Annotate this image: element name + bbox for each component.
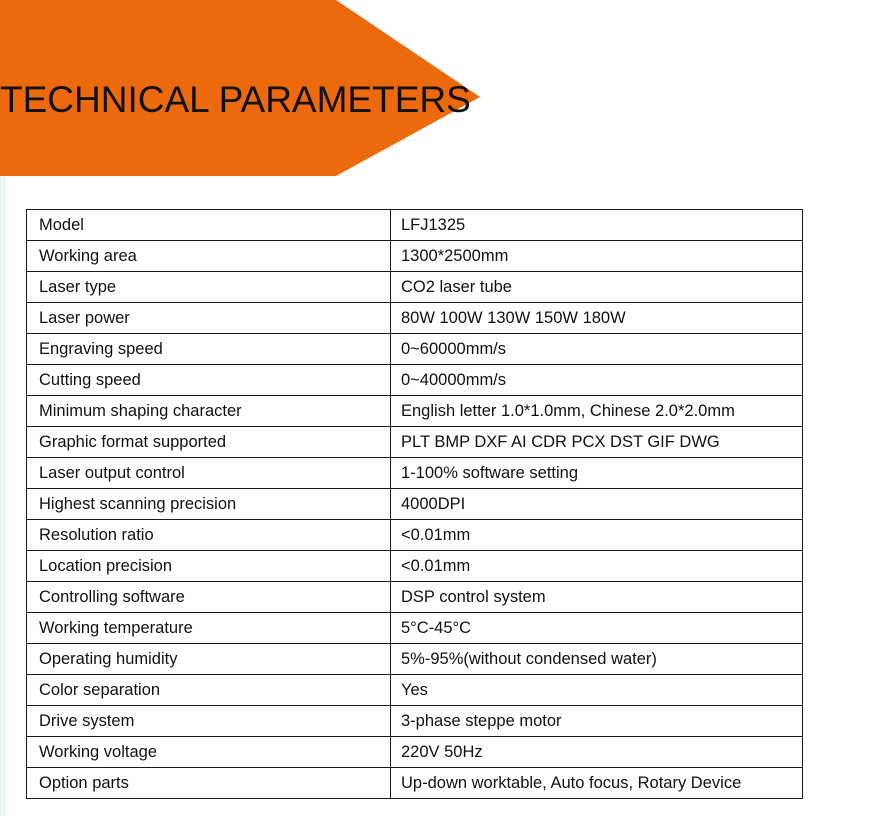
param-value-cell: LFJ1325 xyxy=(391,210,803,241)
param-value-cell: 4000DPI xyxy=(391,489,803,520)
page-title: TECHNICAL PARAMETERS xyxy=(0,79,471,120)
param-name-cell: Working voltage xyxy=(27,737,391,768)
table-row xyxy=(27,396,803,427)
param-value-cell: <0.01mm xyxy=(391,520,803,551)
param-value-cell: 1-100% software setting xyxy=(391,458,803,489)
param-name-cell: Working temperature xyxy=(27,613,391,644)
param-name-cell: Laser output control xyxy=(27,458,391,489)
param-value-cell: 0~60000mm/s xyxy=(391,334,803,365)
spec-table-body xyxy=(27,210,803,799)
left-accent-strip xyxy=(0,175,6,816)
table-row xyxy=(27,582,803,613)
table-row xyxy=(27,427,803,458)
param-value-cell: 80W 100W 130W 150W 180W xyxy=(391,303,803,334)
table-row xyxy=(27,272,803,303)
param-value-cell: PLT BMP DXF AI CDR PCX DST GIF DWG xyxy=(391,427,803,458)
param-value-cell: <0.01mm xyxy=(391,551,803,582)
param-name-cell: Drive system xyxy=(27,706,391,737)
table-row xyxy=(27,458,803,489)
table-row xyxy=(27,520,803,551)
param-name-cell: Resolution ratio xyxy=(27,520,391,551)
param-value-cell: 1300*2500mm xyxy=(391,241,803,272)
param-name-cell: Model xyxy=(27,210,391,241)
table-row xyxy=(27,768,803,799)
table-row xyxy=(27,675,803,706)
param-value-cell: DSP control system xyxy=(391,582,803,613)
param-name-cell: Graphic format supported xyxy=(27,427,391,458)
param-value-cell: 220V 50Hz xyxy=(391,737,803,768)
param-name-cell: Working area xyxy=(27,241,391,272)
table-row xyxy=(27,334,803,365)
param-value-cell: CO2 laser tube xyxy=(391,272,803,303)
param-name-cell: Minimum shaping character xyxy=(27,396,391,427)
table-row xyxy=(27,737,803,768)
spec-table xyxy=(26,209,803,799)
param-name-cell: Laser power xyxy=(27,303,391,334)
param-name-cell: Option parts xyxy=(27,768,391,799)
param-name-cell: Laser type xyxy=(27,272,391,303)
param-value-cell: 3-phase steppe motor xyxy=(391,706,803,737)
param-value-cell: 5°C-45°C xyxy=(391,613,803,644)
param-value-cell: 0~40000mm/s xyxy=(391,365,803,396)
param-value-cell: Yes xyxy=(391,675,803,706)
param-value-cell: English letter 1.0*1.0mm, Chinese 2.0*2.0mm xyxy=(391,396,803,427)
table-row xyxy=(27,644,803,675)
table-row xyxy=(27,365,803,396)
table-row xyxy=(27,489,803,520)
param-value-cell: 5%-95%(without condensed water) xyxy=(391,644,803,675)
param-name-cell: Operating humidity xyxy=(27,644,391,675)
param-name-cell: Controlling software xyxy=(27,582,391,613)
param-name-cell: Color separation xyxy=(27,675,391,706)
param-name-cell: Engraving speed xyxy=(27,334,391,365)
table-row xyxy=(27,210,803,241)
table-row xyxy=(27,613,803,644)
param-name-cell: Highest scanning precision xyxy=(27,489,391,520)
table-row xyxy=(27,706,803,737)
table-row xyxy=(27,303,803,334)
table-row xyxy=(27,551,803,582)
param-value-cell: Up-down worktable, Auto focus, Rotary Device xyxy=(391,768,803,799)
param-name-cell: Location precision xyxy=(27,551,391,582)
param-name-cell: Cutting speed xyxy=(27,365,391,396)
table-row xyxy=(27,241,803,272)
